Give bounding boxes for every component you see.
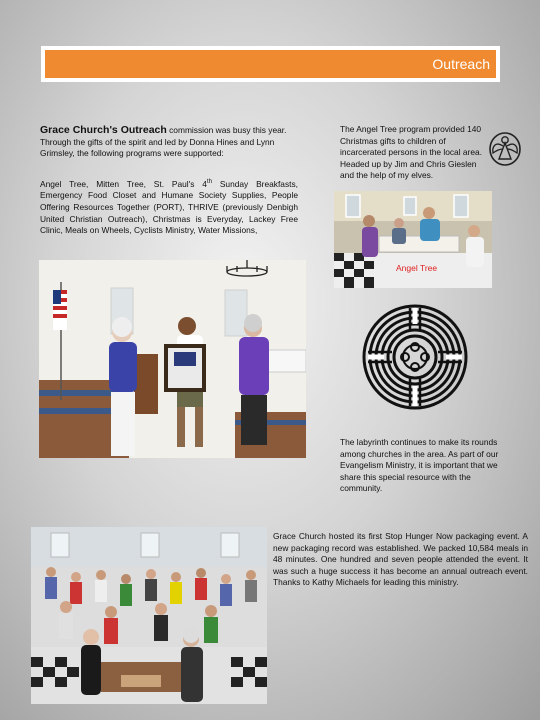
angel-tree-photo [334,191,492,288]
angel-tree-text: The Angel Tree program provided 140 Christmas gifts to children of incarcerated persons in the local area. Headed up by Jim and Chris Gieslen and the help of my elves. [340,124,482,181]
intro-lead: Grace Church's Outreach [40,124,167,136]
labyrinth-icon [360,302,470,412]
stop-hunger-text: Grace Church hosted its first Stop Hunger Now packaging event. A new packaging record was established. We packed 10,584 meals in 48 minutes. One hundred and seven people attended the event. It was such a huge success it has become an annual outreach event. Thanks to Kathy Michaels for leading this ministry. [273,531,528,588]
outreach-banner [41,46,500,82]
programs-prefix: Angel Tree, Mitten Tree, St. Paul's 4 [40,178,207,189]
programs-rest: Sunday Breakfasts, Emergency Food Closet and Humane Society Supplies, People Offering Resources Together (PORT), THRIVE (previously Denbigh United Christian Outreach), Christmas is Everyday, Lackey Free Clinic, Meals on Wheels, Cyclists Ministry, Water Missions, [40,178,298,236]
labyrinth-text: The labyrinth continues to make its rounds among churches in the area. As part of our Evangelism Ministry, it is important that we share this special resource with the community. [340,437,499,494]
angel-icon [487,131,523,167]
banner-title: Outreach [45,50,496,78]
programs-sup: th [206,179,212,185]
intro-paragraph [40,125,298,160]
stop-hunger-photo [31,527,267,704]
church-presentation-photo [39,260,306,458]
intro-text: commission was busy this year. Through the gifts of the spirit and led by Donna Hines and Lynn Grimsley, the following programs were supported: [40,125,287,159]
programs-list [40,177,298,237]
angel-tree-caption: Angel Tree [396,263,438,273]
